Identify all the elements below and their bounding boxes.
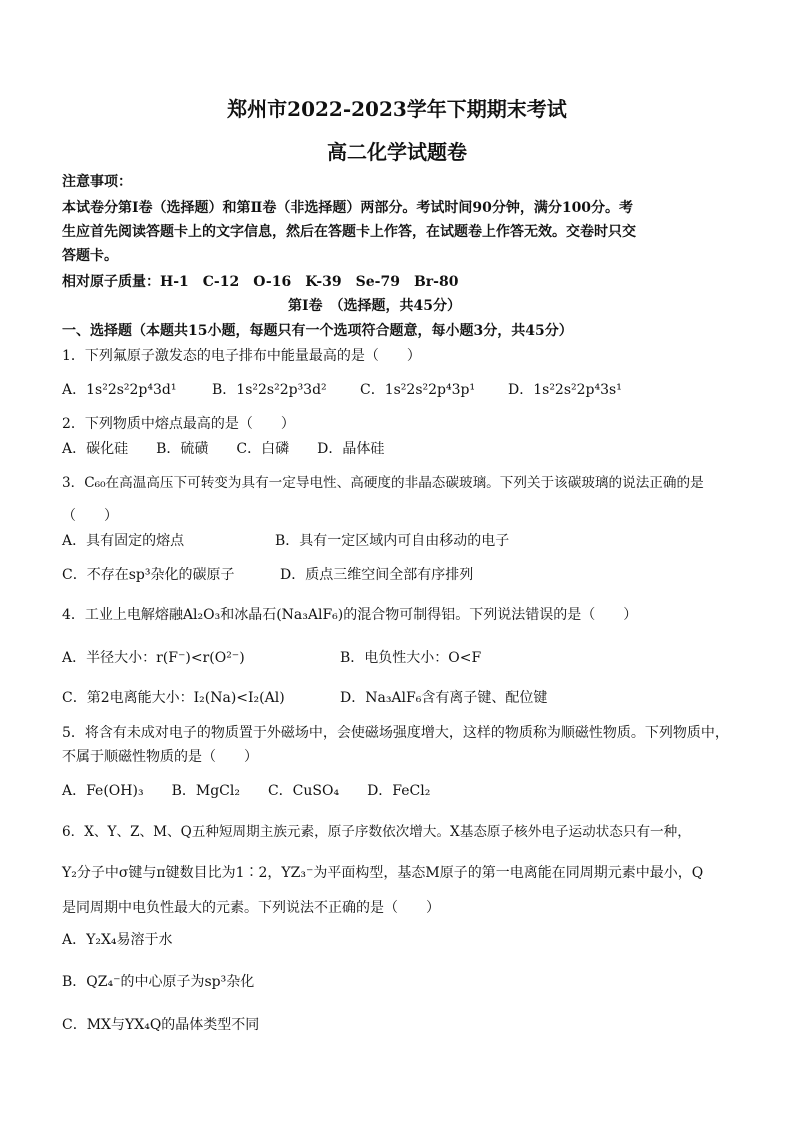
notice-line-1: 本试卷分第Ⅰ卷（选择题）和第Ⅱ卷（非选择题）两部分。考试时间90分钟，满分100分。考 [62,200,634,216]
q3-option-d: D．质点三维空间全部有序排列 [280,567,474,583]
q6-stem: 6．X、Y、Z、M、Q五种短周期主族元素，原子序数依次增大。X基态原子核外电子运动状态只有一种， [62,824,691,840]
q1-option-d: D．1s²2s²2p⁴3s¹ [508,382,622,398]
notice-heading: 注意事项： [62,174,132,190]
q2-stem: 2．下列物质中熔点最高的是（ ） [62,416,295,432]
q1-option-c: C．1s²2s²2p⁴3p¹ [360,382,476,398]
q3-option-a: A．具有固定的熔点 [62,533,185,549]
q6-stem-cont-2: 是同周期中电负性最大的元素。下列说法不正确的是（ ） [62,900,440,916]
q4-option-d: D．Na₃AlF₆含有离子键、配位键 [340,690,548,706]
q5-stem: 5．将含有未成对电子的物质置于外磁场中，会使磁场强度增大，这样的物质称为顺磁性物质。下列物质中， [62,725,729,741]
q6-option-b: B．QZ₄⁻的中心原子为sp³杂化 [62,974,255,990]
q1-stem: 1．下列氟原子激发态的电子排布中能量最高的是（ ） [62,348,421,364]
paper-title: 高二化学试题卷 [327,140,467,164]
q6-option-c: C．MX与YX₄Q的晶体类型不同 [62,1017,260,1033]
q1-option-a: A．1s²2s²2p⁴3d¹ [62,382,177,398]
q4-option-b: B．电负性大小：O<F [340,650,482,666]
q3-option-c: C．不存在sp³杂化的碳原子 [62,567,235,583]
q3-stem: 3．C₆₀在高温高压下可转变为具有一定导电性、高硬度的非晶态碳玻璃。下列关于该碳玻璃的说法正确的是 [62,475,704,491]
part1-heading: 第Ⅰ卷 （选择题，共45分） [288,298,462,314]
q4-option-a: A．半径大小：r(F⁻)<r(O²⁻) [62,650,245,666]
q6-option-a: A．Y₂X₄易溶于水 [62,932,173,948]
atomic-masses: 相对原子质量：H-1 C-12 O-16 K-39 Se-79 Br-80 [62,274,459,290]
q4-stem: 4．工业上电解熔融Al₂O₃和冰晶石(Na₃AlF₆)的混合物可制得铝。下列说法错误的是（ ） [62,607,638,623]
q2-options: A．碳化硅 B．硫磺 C．白磷 D．晶体硅 [62,441,385,457]
q5-stem-cont: 不属于顺磁性物质的是（ ） [62,749,258,765]
section-heading: 一、选择题（本题共15小题，每题只有一个选项符合题意，每小题3分，共45分） [62,323,573,339]
notice-line-3: 答题卡。 [62,248,118,264]
q5-options: A．Fe(OH)₃ B．MgCl₂ C．CuSO₄ D．FeCl₂ [62,783,431,799]
q6-stem-cont-1: Y₂分子中σ键与π键数目比为1∶2，YZ₃⁻为平面构型，基态M原子的第一电离能在同周期元素中最小，Q [62,865,704,881]
exam-title: 郑州市2022-2023学年下期期末考试 [227,97,567,121]
q1-option-b: B．1s²2s²2p³3d² [212,382,327,398]
q3-option-b: B．具有一定区域内可自由移动的电子 [275,533,510,549]
q4-option-c: C．第2电离能大小：I₂(Na)<I₂(Al) [62,690,285,706]
notice-line-2: 生应首先阅读答题卡上的文字信息，然后在答题卡上作答，在试题卷上作答无效。交卷时只交 [62,224,636,240]
q3-stem-cont: （ ） [62,508,118,524]
